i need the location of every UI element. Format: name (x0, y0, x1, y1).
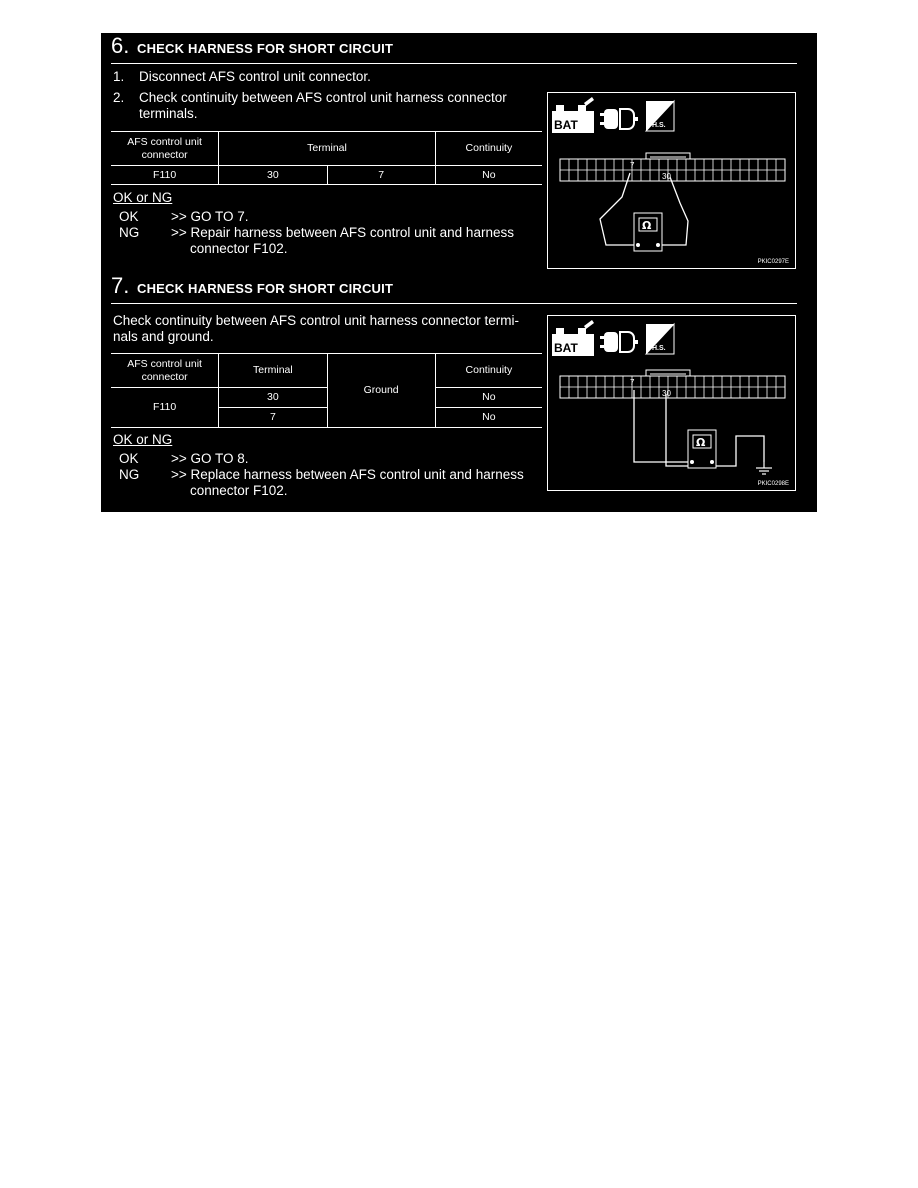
table-header-terminal: Terminal (219, 132, 436, 166)
step-6-header (111, 35, 797, 64)
step-6-instruction-2-cont: terminals. (139, 106, 198, 121)
step-6-diagram (547, 92, 796, 269)
connector-face (560, 370, 785, 398)
step-6-instruction-1-number: 1. (113, 69, 125, 84)
step-6-instruction-2: Check continuity between AFS control unit harness connector (139, 90, 507, 105)
harness-side-icon (646, 101, 674, 131)
step-7-table (111, 353, 542, 428)
table-cell-ground: Ground (327, 354, 435, 428)
pin-a-label: 7 (630, 378, 635, 387)
table-cell-terminal-b: 7 (327, 166, 435, 185)
step-7-diagram (547, 315, 796, 491)
ohmmeter-icon (634, 213, 662, 251)
pin-a-label: 7 (630, 161, 635, 170)
ohm-symbol: Ω (642, 219, 652, 232)
battery-icon (552, 97, 594, 133)
table-cell-continuity: No (435, 166, 542, 185)
table-cell-connector: F110 (111, 166, 219, 185)
battery-label: BAT (554, 341, 578, 355)
step-6-ng-text: >> Repair harness between AFS control unit and harness (171, 225, 514, 240)
harness-side-label: H.S. (652, 122, 666, 129)
battery-label: BAT (554, 118, 578, 132)
battery-icon (552, 320, 594, 356)
table-cell-connector: F110 (111, 388, 219, 428)
harness-side-icon (646, 324, 674, 354)
ground-icon (756, 462, 772, 474)
step-7-title: CHECK HARNESS FOR SHORT CIRCUIT (137, 281, 394, 296)
harness-side-label: H.S. (652, 345, 666, 352)
step-7-header (111, 275, 797, 304)
step-7-okng-heading: OK or NG (113, 432, 173, 447)
step-7-ok-text: >> GO TO 8. (171, 451, 249, 466)
table-header-continuity: Continuity (435, 132, 542, 166)
manual-page-panel (101, 33, 817, 512)
step-7-instruction-cont: nals and ground. (113, 329, 214, 344)
table-header-terminal: Terminal (219, 354, 327, 388)
connector-icon (600, 109, 638, 129)
table-header-continuity: Continuity (435, 354, 542, 388)
step-6-instruction-1: Disconnect AFS control unit connector. (139, 69, 371, 84)
step-6-diagram-svg (548, 93, 795, 268)
step-7-ok-key: OK (119, 451, 139, 466)
table-cell-continuity-7: No (435, 408, 542, 428)
table-cell-terminal-30: 30 (219, 388, 327, 408)
step-6-instruction-2-number: 2. (113, 90, 125, 105)
pin-b-label: 30 (662, 389, 671, 398)
table-header-connector: AFS control unit connector (111, 132, 219, 166)
table-cell-terminal-a: 30 (219, 166, 327, 185)
step-6-okng-heading: OK or NG (113, 190, 173, 205)
step-7-instruction: Check continuity between AFS control unit harness connector termi- (113, 313, 519, 328)
ohmmeter-icon (688, 430, 716, 468)
table-cell-terminal-7: 7 (219, 408, 327, 428)
connector-face (560, 153, 785, 181)
table-header-connector: AFS control unit connector (111, 354, 219, 388)
step-7-ng-text: >> Replace harness between AFS control unit and harness (171, 467, 524, 482)
step-6-ng-key: NG (119, 225, 140, 240)
step-7-diagram-svg (548, 316, 795, 490)
step-6-title: CHECK HARNESS FOR SHORT CIRCUIT (137, 41, 394, 56)
step-7-number: 7. (111, 273, 130, 298)
pin-b-label: 30 (662, 172, 671, 181)
step-7-ng-text-cont: connector F102. (190, 483, 288, 498)
step-6-ng-text-cont: connector F102. (190, 241, 288, 256)
connector-icon (600, 332, 638, 352)
step-6-ok-text: >> GO TO 7. (171, 209, 249, 224)
step-6-diagram-code: PKIC0297E (757, 259, 789, 265)
step-7-ng-key: NG (119, 467, 140, 482)
step-6-table (111, 131, 542, 185)
step-6-number: 6. (111, 33, 130, 58)
table-cell-continuity-30: No (435, 388, 542, 408)
ohm-symbol: Ω (696, 436, 706, 449)
step-6-ok-key: OK (119, 209, 139, 224)
step-7-diagram-code: PKIC0298E (757, 481, 789, 487)
